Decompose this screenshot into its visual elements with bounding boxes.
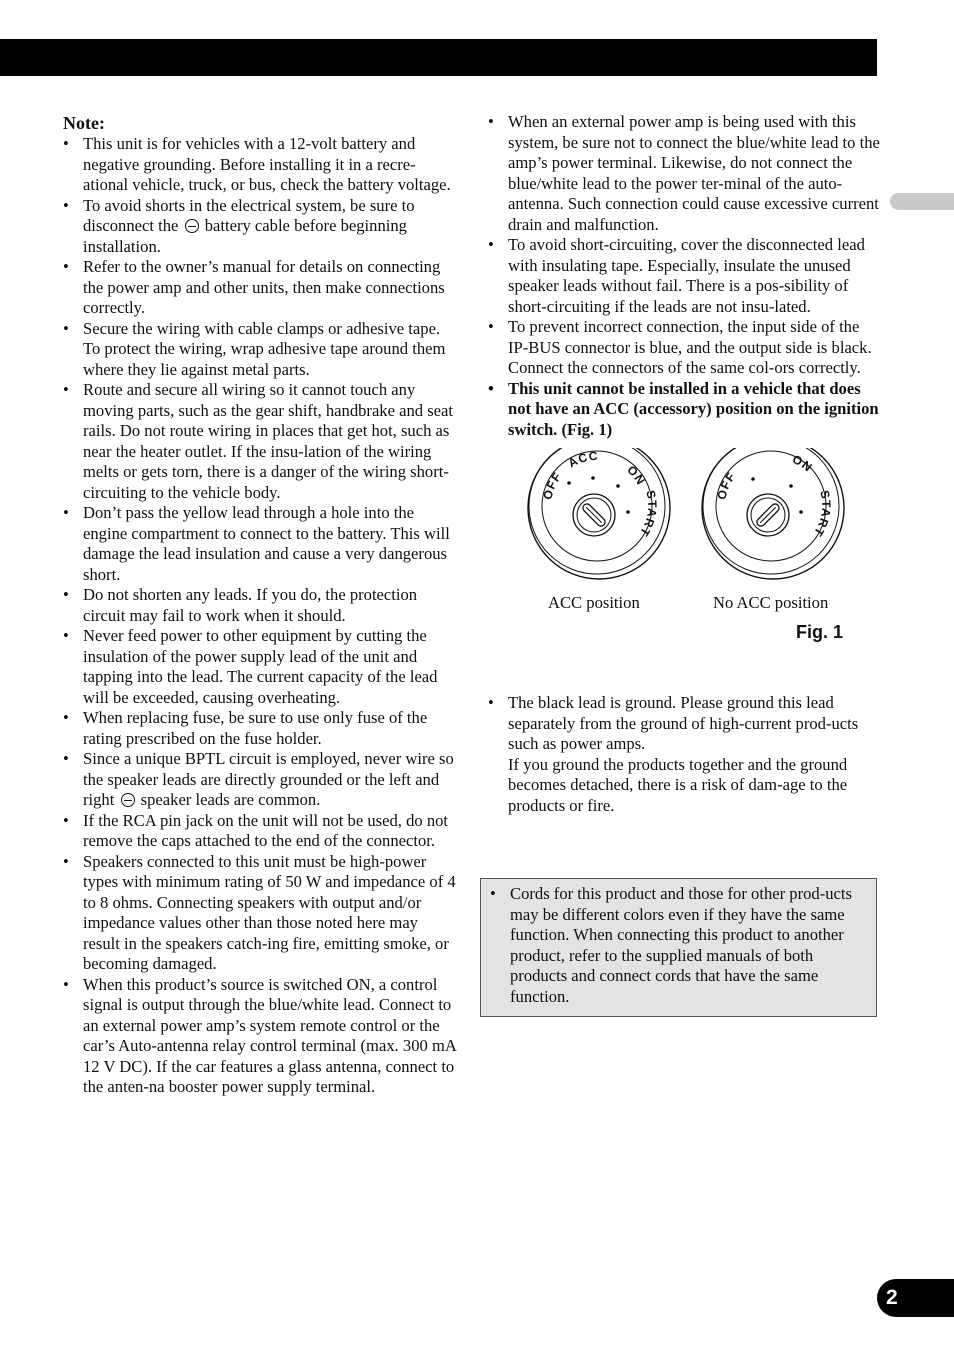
off-label: OFF <box>714 469 739 501</box>
list-item: • If the RCA pin jack on the unit will not be used, do not remove the caps attached to the end of the connector. <box>63 811 458 852</box>
figure-1 <box>488 448 880 693</box>
left-column <box>63 112 458 1098</box>
note-title: Note: <box>63 113 105 133</box>
list-item: • To avoid shorts in the electrical system, be sure to disconnect the battery cable before beginning installation. <box>63 196 458 258</box>
ground-para-1: • The black lead is ground. Please ground this lead separately from the ground of high-current prod-ucts such as power amps. <box>508 693 859 753</box>
section-tab <box>890 193 954 210</box>
list-item: • Since a unique BPTL circuit is employed, never wire so the speaker leads are directly grounded or the left and right speaker leads are common. <box>63 749 458 811</box>
list-item: • Route and secure all wiring so it cannot touch any moving parts, such as the gear shift, handbrake and seat rails. Do not route wiring in places that get hot, such as near the heater outlet. If the insu-lation of the wiring melts or gets torn, there is a danger of the wiring short-circuiting to the vehicle body. <box>63 380 458 503</box>
acc-label: ACC <box>565 448 599 471</box>
off-label: OFF <box>540 469 565 501</box>
on-label: ON <box>790 452 816 475</box>
ground-list <box>488 693 880 816</box>
list-item: • Never feed power to other equipment by cutting the insulation of the power supply lead of the unit and tapping into the lead. The current capacity of the lead will be exceeded, causing overheating. <box>63 626 458 708</box>
caution-list <box>488 112 880 440</box>
start-label: START <box>810 489 834 540</box>
list-item: • Secure the wiring with cable clamps or adhesive tape. To protect the wiring, wrap adhesive tape around them where they lie against metal parts. <box>63 319 458 381</box>
header-bar <box>0 39 877 76</box>
no-acc-ignition-switch <box>702 448 844 579</box>
acc-warning-item: • This unit cannot be installed in a vehicle that does not have an ACC (accessory) position on the ignition switch. (Fig. 1) <box>488 379 880 441</box>
caption-no-acc-position: No ACC position <box>713 593 829 612</box>
cord-color-notice-box <box>480 878 877 1017</box>
list-item: • Cords for this product and those for other prod-ucts may be different colors even if they have the same function. When connecting this product to another product, refer to the supplied manuals of both products and connect cords that have the same function. <box>490 884 868 1007</box>
figure-label: Fig. 1 <box>796 622 844 642</box>
acc-ignition-switch <box>528 448 670 579</box>
caption-acc-position: ACC position <box>548 593 640 612</box>
ground-para-2: If you ground the products together and the ground becomes detached, there is a risk of dam-age to the products or fire. <box>508 754 848 815</box>
list-item: • When replacing fuse, be sure to use only fuse of the rating prescribed on the fuse holder. <box>63 708 458 749</box>
list-item <box>488 693 880 816</box>
list-item: • Refer to the owner’s manual for details on connecting the power amp and other units, then make connections correctly. <box>63 257 458 319</box>
start-label: START <box>636 489 660 540</box>
right-column <box>488 112 880 816</box>
list-item: • To prevent incorrect connection, the input side of the IP-BUS connector is blue, and the output side is black. Connect the connectors of the same col-ors correctly. <box>488 317 880 379</box>
list-item: • To avoid short-circuiting, cover the disconnected lead with insulating tape. Especially, insulate the unused speaker leads without fail. There is a pos-sibility of short-circuiting if the leads are not insu-lated. <box>488 235 880 317</box>
on-label: ON <box>624 462 649 488</box>
list-item: • When an external power amp is being used with this system, be sure not to connect the blue/white lead to the amp’s power terminal. Likewise, do not connect the blue/white lead to the power ter-minal of the auto-antenna. Such connection could cause excessive current drain and malfunction. <box>488 112 880 235</box>
list-item: • This unit is for vehicles with a 12-volt battery and negative grounding. Before installing it in a recre-ational vehicle, truck, or bus, check the battery voltage. <box>63 134 458 196</box>
ignition-switch-diagram <box>488 448 880 598</box>
page-number: 2 <box>877 1279 954 1317</box>
list-item: • Don’t pass the yellow lead through a hole into the engine compartment to connect to the battery. This will damage the lead insulation and cause a very dangerous short. <box>63 503 458 585</box>
list-item: • Speakers connected to this unit must be high-power types with minimum rating of 50 W and impedance of 4 to 8 ohms. Connecting speakers with output and/or impedance values other than those noted here may result in the speakers catch-ing fire, emitting smoke, or becoming damaged. <box>63 852 458 975</box>
list-item: • When this product’s source is switched ON, a control signal is output through the blue/white lead. Connect to an external power amp’s system remote control or the car’s Auto-antenna relay control terminal (max. 300 mA 12 V DC). If the car features a glass antenna, connect to the anten-na booster power supply terminal. <box>63 975 458 1098</box>
list-item: • Do not shorten any leads. If you do, the protection circuit may fail to work when it should. <box>63 585 458 626</box>
negative-terminal-icon <box>121 793 135 807</box>
negative-terminal-icon <box>185 219 199 233</box>
note-list <box>63 134 458 1098</box>
